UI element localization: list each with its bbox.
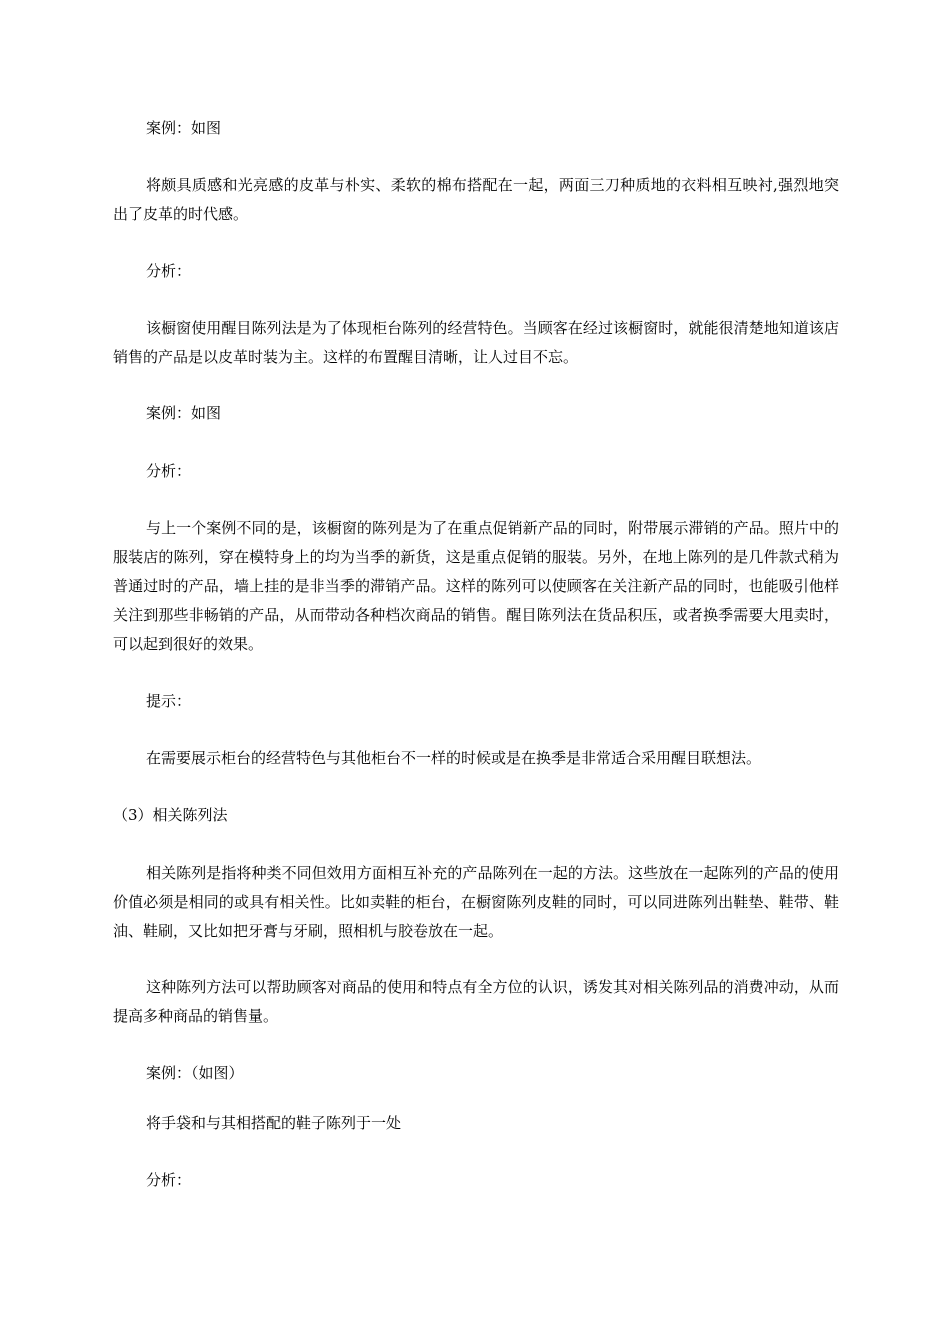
case-label-3: 案例：（如图） <box>146 1064 244 1082</box>
analysis-label-2: 分析： <box>146 462 192 480</box>
section-paragraph-1: 相关陈列是指将种类不同但效用方面相互补充的产品陈列在一起的方法。这些放在一起陈列的产品的使用价值必须是相同的或具有相关性。比如卖鞋的柜台，在橱窗陈列皮鞋的同时，可以同进陈列出鞋垫、鞋带、鞋油、鞋刷，又比如把牙膏与牙刷，照相机与胶卷放在一起。 <box>113 864 839 940</box>
analysis-label-1: 分析： <box>146 262 192 280</box>
case-description-3: 将手袋和与其相搭配的鞋子陈列于一处 <box>146 1114 402 1132</box>
tip-paragraph: 在需要展示柜台的经营特色与其他柜台不一样的时候或是在换季是非常适合采用醒目联想法。 <box>146 749 762 767</box>
analysis-paragraph-1: 该橱窗使用醒目陈列法是为了体现柜台陈列的经营特色。当顾客在经过该橱窗时，就能很清楚地知道该店销售的产品是以皮革时装为主。这样的布置醒目清晰，让人过目不忘。 <box>113 319 839 366</box>
section-heading: （3）相关陈列法 <box>113 806 228 824</box>
tip-label: 提示： <box>146 692 192 710</box>
case-label-1: 案例：如图 <box>146 119 222 137</box>
case-label-2: 案例：如图 <box>146 404 222 422</box>
section-paragraph-2: 这种陈列方法可以帮助顾客对商品的使用和特点有全方位的认识，诱发其对相关陈列品的消费冲动，从而提高多种商品的销售量。 <box>113 978 839 1025</box>
analysis-paragraph-2: 与上一个案例不同的是，该橱窗的陈列是为了在重点促销新产品的同时，附带展示滞销的产品。照片中的服装店的陈列，穿在模特身上的均为当季的新货，这是重点促销的服装。另外，在地上陈列的是几件款式稍为普通过时的产品，墙上挂的是非当季的滞销产品。这样的陈列可以使顾客在关注新产品的同时，也能吸引他样关注到那些非畅销的产品，从而带动各种档次商品的销售。醒目陈列法在货品积压，或者换季需要大甩卖时，可以起到很好的效果。 <box>113 519 839 653</box>
analysis-label-3: 分析： <box>146 1171 192 1189</box>
case-description-1: 将颇具质感和光亮感的皮革与朴实、柔软的棉布搭配在一起，两面三刀种质地的衣料相互映衬,强烈地突出了皮革的时代感。 <box>113 176 839 223</box>
